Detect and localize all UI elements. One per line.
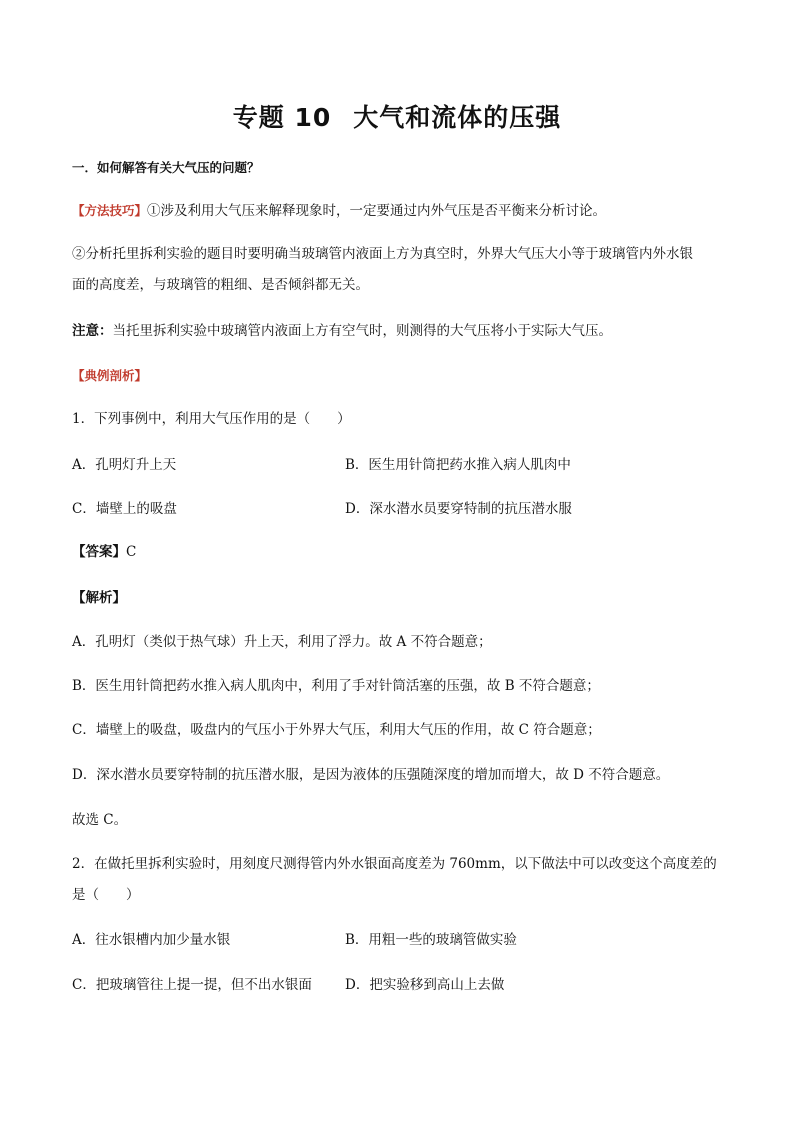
question-2-stem-line2: 是（ ） bbox=[72, 887, 140, 903]
question-2-option-d: D．把实验移到高山上去做 bbox=[345, 977, 505, 993]
question-1-option-b: B．医生用针筒把药水推入病人肌肉中 bbox=[345, 457, 571, 473]
title-topic-name: 大气和流体的压强 bbox=[353, 103, 562, 132]
question-2-option-c: C．把玻璃管往上提一提，但不出水银面 bbox=[72, 977, 312, 993]
examples-tag: 【典例剖析】 bbox=[72, 368, 148, 383]
analysis-option-b: B．医生用针筒把药水推入病人肌肉中，利用了手对针筒活塞的压强，故 B 不符合题意； bbox=[72, 678, 600, 694]
analysis-option-a: A．孔明灯（类似于热气球）升上天，利用了浮力。故 A 不符合题意； bbox=[72, 634, 492, 650]
analysis-conclusion: 故选 C。 bbox=[72, 812, 128, 828]
note-paragraph bbox=[72, 321, 612, 341]
note-label: 注意： bbox=[72, 323, 113, 339]
question-1-option-c: C．墙壁上的吸盘 bbox=[72, 501, 177, 517]
question-2-option-a: A．往水银槽内加少量水银 bbox=[72, 932, 231, 948]
question-1-stem: 1．下列事例中，利用大气压作用的是（ ） bbox=[72, 411, 351, 427]
question-2-option-b: B．用粗一些的玻璃管做实验 bbox=[345, 932, 517, 948]
question-1-answer bbox=[72, 542, 136, 562]
method-tip-paragraph-2-line2: 面的高度差，与玻璃管的粗细、是否倾斜都无关。 bbox=[72, 277, 369, 293]
analysis-option-d: D．深水潜水员要穿特制的抗压潜水服，是因为液体的压强随深度的增加而增大，故 D 不符合题意。 bbox=[72, 767, 670, 783]
answer-label: 【答案】 bbox=[72, 544, 126, 560]
title-topic-number: 专题 10 bbox=[232, 103, 332, 132]
analysis-label: 【解析】 bbox=[72, 590, 126, 606]
question-1-option-d: D．深水潜水员要穿特制的抗压潜水服 bbox=[345, 501, 572, 517]
section-heading: 一．如何解答有关大气压的问题？ bbox=[72, 160, 260, 175]
answer-value: C bbox=[126, 544, 137, 560]
note-text: 当托里拆利实验中玻璃管内液面上方有空气时，则测得的大气压将小于实际大气压。 bbox=[112, 323, 612, 339]
method-tip-paragraph-2-line1: ②分析托里拆利实验的题目时要明确当玻璃管内液面上方为真空时，外界大气压大小等于玻璃管内外水银 bbox=[72, 246, 693, 262]
page-title bbox=[0, 98, 794, 134]
question-2-stem-line1: 2．在做托里拆利实验时，用刻度尺测得管内外水银面高度差为 760mm，以下做法中可以改变这个高度差的 bbox=[72, 856, 717, 872]
analysis-option-c: C．墙壁上的吸盘，吸盘内的气压小于外界大气压，利用大气压的作用，故 C 符合题意； bbox=[72, 722, 601, 738]
method-tip-tag: 【方法技巧】 bbox=[72, 203, 148, 218]
method-tip-paragraph-1 bbox=[72, 201, 606, 221]
question-1-option-a: A．孔明灯升上天 bbox=[72, 457, 177, 473]
method-tip-text-1: ①涉及利用大气压来解释现象时，一定要通过内外气压是否平衡来分析讨论。 bbox=[147, 203, 607, 219]
